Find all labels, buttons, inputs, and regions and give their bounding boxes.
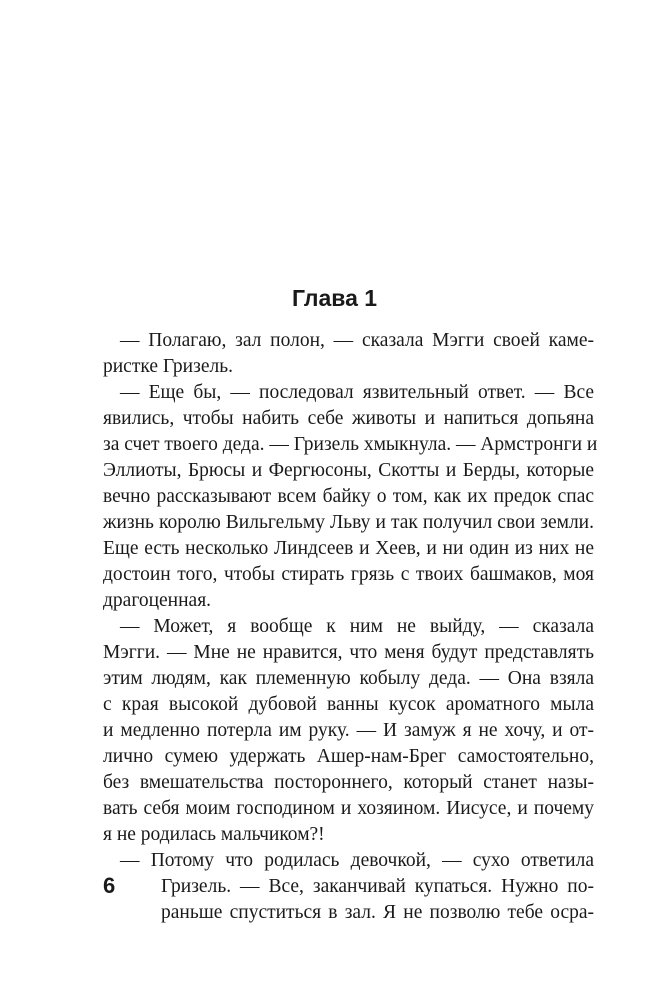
text-line: — Полагаю, зал полон, — сказала Мэгги своей каме- <box>120 330 594 351</box>
text-line: этим людям, как племенную кобылу деда. — Она взяла <box>103 668 594 689</box>
text-line: вечно рассказывают всем байку о том, как их предок спас <box>103 486 594 507</box>
text-line: за счет твоего деда. — Гризель хмыкнула. — Армстронги и <box>103 434 598 455</box>
text-line: Гризель. — Все, заканчивай купаться. Нужно по- <box>161 876 594 897</box>
text-line: с края высокой дубовой ванны кусок ароматного мыла <box>103 694 594 715</box>
text-line: явились, чтобы набить себе животы и напиться допьяна <box>103 408 594 429</box>
text-line: драгоценная. <box>103 590 212 611</box>
text-line: и медленно потерла им руку. — И замуж я не хочу, и от- <box>103 720 594 741</box>
text-line: достоин того, чтобы стирать грязь с твоих башмаков, моя <box>103 564 594 585</box>
page-number: 6 <box>103 873 116 898</box>
text-line: я не родилась мальчиком?! <box>103 824 325 845</box>
text-line: без вмешательства постороннего, который станет назы- <box>103 772 594 793</box>
text-line: ристке Гризель. <box>103 356 233 377</box>
text-line: жизнь королю Вильгельму Льву и так получил свои земли. <box>103 512 594 533</box>
text-line: лично сумею удержать Ашер-нам-Брег самостоятельно, <box>103 746 594 767</box>
text-line: раньше спуститься в зал. Я не позволю тебе осра- <box>161 902 594 923</box>
text-line: — Потому что родилась девочкой, — сухо ответила <box>120 850 594 871</box>
text-line: Мэгги. — Мне не нравится, что меня будут представлять <box>103 642 594 663</box>
text-line: вать себя моим господином и хозяином. Иисусе, и почему <box>103 798 594 819</box>
text-line: Эллиоты, Брюсы и Фергюсоны, Скотты и Берды, которые <box>103 460 594 481</box>
text-line: — Еще бы, — последовал язвительный ответ. — Все <box>120 382 594 403</box>
text-line: Еще есть несколько Линдсеев и Хеев, и ни один из них не <box>103 538 594 559</box>
text-line: — Может, я вообще к ним не выйду, — сказала <box>120 616 594 637</box>
chapter-title: Глава 1 <box>291 285 378 311</box>
